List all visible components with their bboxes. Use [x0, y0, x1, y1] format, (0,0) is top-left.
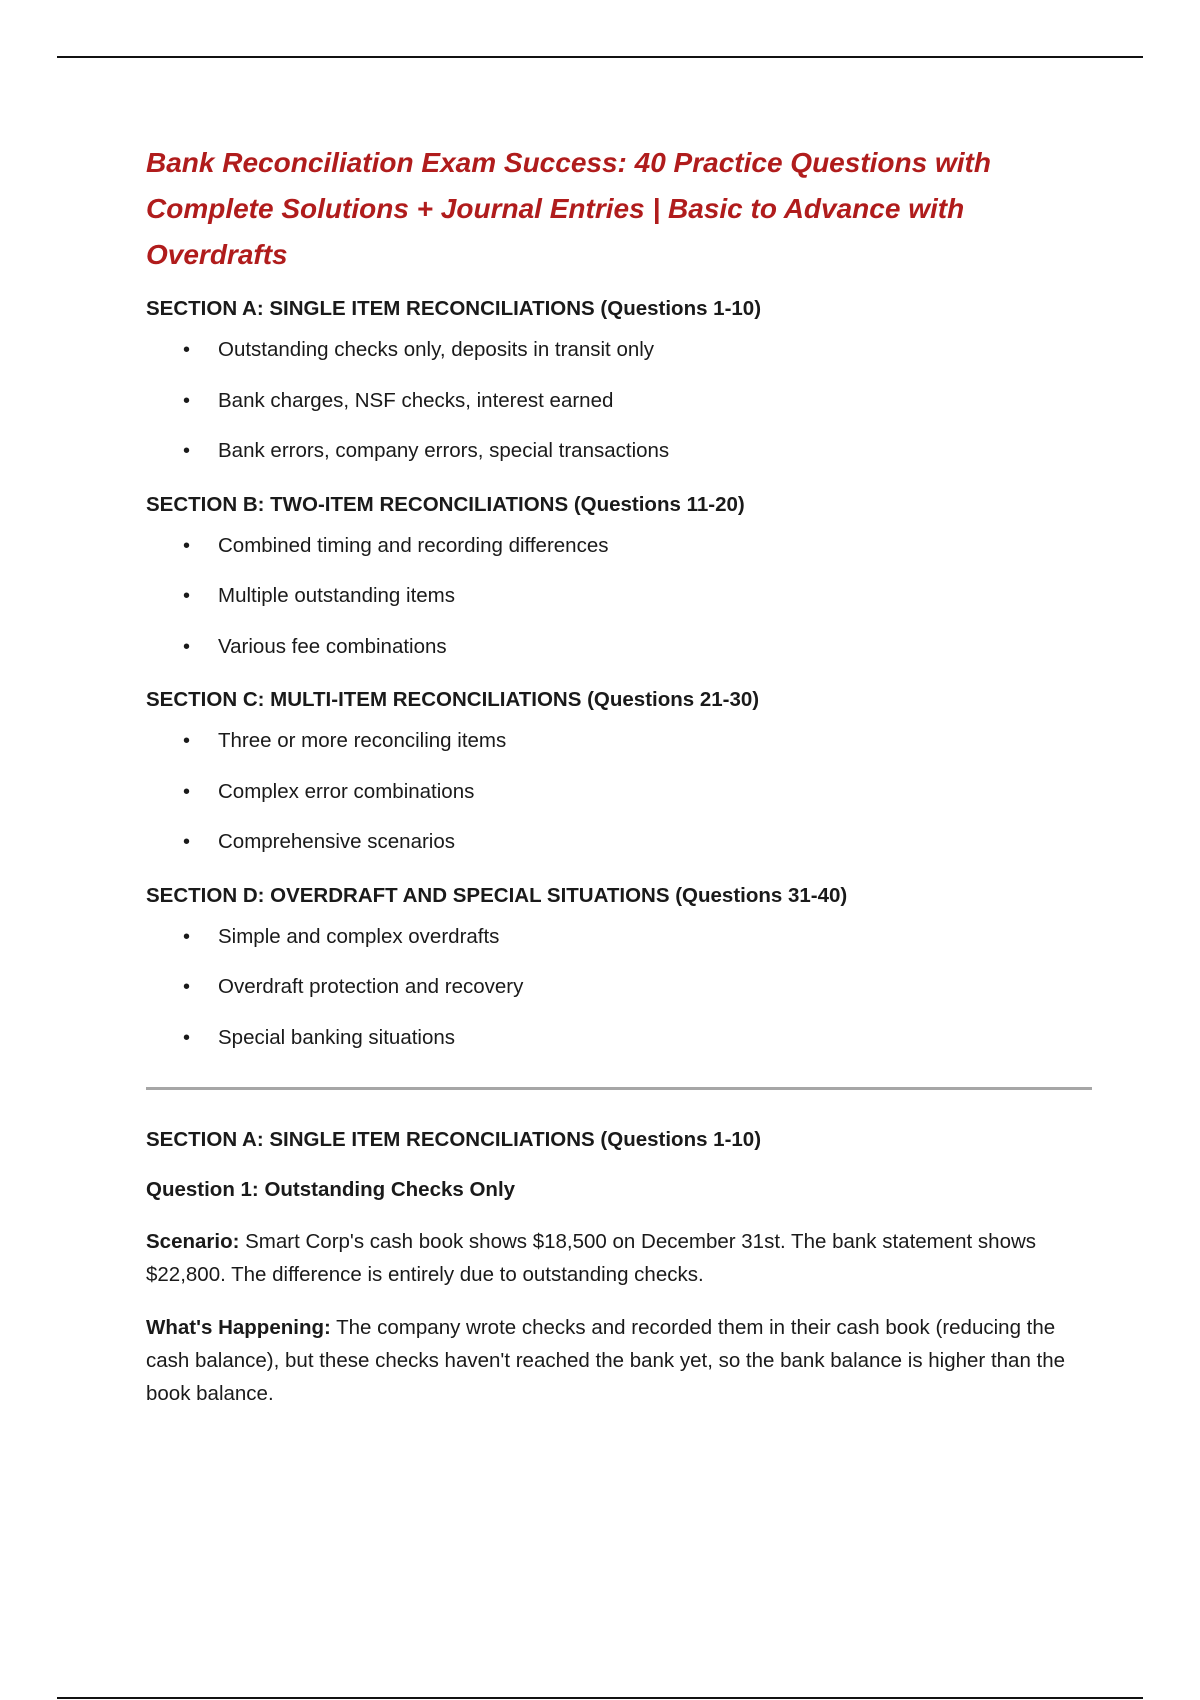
list-item-text: Complex error combinations — [218, 779, 475, 803]
bullet-icon: • — [183, 976, 191, 998]
list-item — [146, 1014, 1092, 1065]
bullet-icon: • — [183, 780, 191, 803]
question-1-scenario — [146, 1225, 1092, 1291]
bullet-icon: • — [183, 925, 191, 948]
document-title: Bank Reconciliation Exam Success: 40 Practice Questions with Complete Solutions + Journal Entries | Basic to Advance with Overdrafts — [146, 147, 991, 270]
list-item — [146, 913, 1092, 964]
bullet-icon: • — [183, 534, 191, 557]
scenario-text: Smart Corp's cash book shows $18,500 on December 31st. The bank statement shows $22,800. The difference is entirely due to outstanding checks. — [146, 1230, 1037, 1286]
bullet-icon: • — [183, 1026, 191, 1049]
list-item-text: Three or more reconciling items — [218, 729, 507, 752]
overview-section-b-heading: SECTION B: TWO-ITEM RECONCILIATIONS (Questions 11-20) — [146, 492, 745, 516]
list-item — [146, 717, 1092, 768]
bullet-icon: • — [183, 389, 191, 412]
document-body — [146, 140, 1092, 1410]
section-a-heading: SECTION A: SINGLE ITEM RECONCILIATIONS (Questions 1-10) — [146, 1128, 762, 1151]
list-item — [146, 818, 1092, 869]
bullet-icon: • — [183, 635, 191, 658]
bullet-icon: • — [183, 585, 191, 607]
list-item-text: Overdraft protection and recovery — [218, 975, 524, 998]
page-bottom-rule — [57, 1697, 1143, 1699]
question-1-whats-happening — [146, 1311, 1092, 1410]
whats-happening-label: What's Happening: — [146, 1316, 331, 1339]
overview-section-a-list — [146, 326, 1092, 478]
list-item-text: Bank errors, company errors, special transactions — [218, 439, 670, 462]
list-item-text: Combined timing and recording differences — [218, 533, 609, 557]
overview-section-b-list — [146, 522, 1092, 674]
overview-section-c-heading: SECTION C: MULTI-ITEM RECONCILIATIONS (Questions 21-30) — [146, 688, 760, 711]
bullet-icon: • — [183, 831, 191, 853]
list-item — [146, 768, 1092, 819]
list-item — [146, 963, 1092, 1014]
list-item-text: Special banking situations — [218, 1025, 456, 1049]
list-item — [146, 427, 1092, 478]
overview-section-d-heading: SECTION D: OVERDRAFT AND SPECIAL SITUATIONS (Questions 31-40) — [146, 883, 848, 907]
bullet-icon: • — [183, 339, 191, 361]
section-divider — [146, 1087, 1092, 1090]
whats-happening-text: The company wrote checks and recorded them in their cash book (reducing the cash balance), but these checks haven't reached the bank yet, so the bank balance is higher than the book balance. — [146, 1316, 1066, 1405]
overview-section-a-heading: SECTION A: SINGLE ITEM RECONCILIATIONS (Questions 1-10) — [146, 297, 762, 320]
list-item-text: Outstanding checks only, deposits in transit only — [218, 338, 655, 361]
list-item — [146, 522, 1092, 573]
bullet-icon: • — [183, 730, 191, 752]
overview-section-c-list — [146, 717, 1092, 869]
question-1-heading: Question 1: Outstanding Checks Only — [146, 1178, 516, 1201]
list-item-text: Bank charges, NSF checks, interest earned — [218, 388, 614, 412]
list-item — [146, 572, 1092, 623]
list-item — [146, 326, 1092, 377]
list-item-text: Multiple outstanding items — [218, 584, 456, 607]
list-item — [146, 377, 1092, 428]
list-item-text: Various fee combinations — [218, 634, 447, 658]
page-top-rule — [57, 56, 1143, 58]
list-item — [146, 623, 1092, 674]
list-item-text: Comprehensive scenarios — [218, 830, 456, 853]
scenario-label: Scenario: — [146, 1230, 240, 1253]
list-item-text: Simple and complex overdrafts — [218, 924, 500, 948]
bullet-icon: • — [183, 440, 191, 462]
overview-section-d-list — [146, 913, 1092, 1065]
